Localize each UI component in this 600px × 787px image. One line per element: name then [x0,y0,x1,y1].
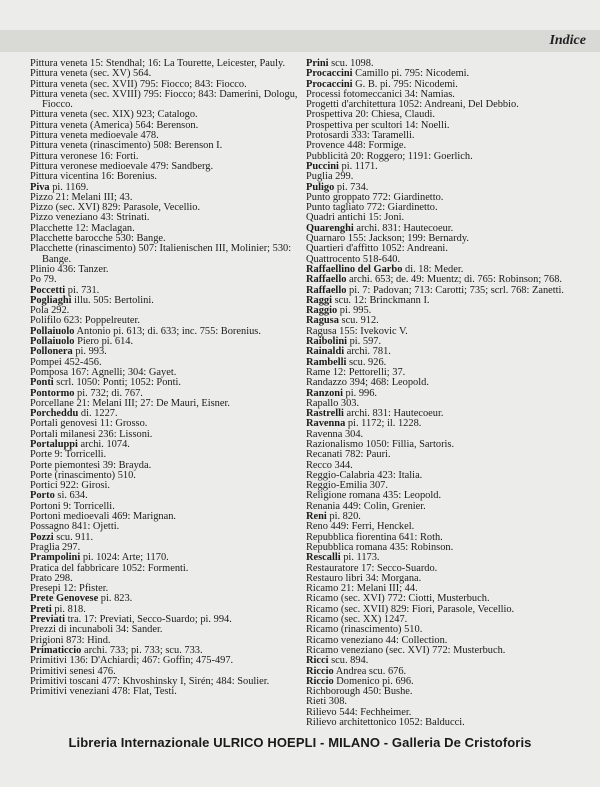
entry-text: Praglia 297. [30,541,81,553]
entry-text: Pittura veneta 15: Stendhal; 16: La Tourette, Leicester, Pauly. [30,58,286,69]
entry-text: archi. 831: Hautecoeur. [343,408,444,420]
entry-headword: Raggi [306,294,332,306]
entry-headword: Prampolini [30,552,81,564]
entry-text: illu. 505: Bertolini. [71,294,154,306]
entry-text: Andrea scu. 676. [333,665,407,677]
publisher-footer: Libreria Internazionale ULRICO HOEPLI - MILANO - Galleria De Cristoforis [68,735,532,750]
entry-text: archi. 781. [344,346,391,358]
entry-text: Pittura vicentina 16: Borenius. [30,171,157,183]
entry-text: pi. 597. [347,336,382,348]
entry-text: Puglia 299. [306,171,354,183]
entry-text: Restauro libri 34: Morgana. [306,572,422,584]
entry-text: Rilievo architettonico 1052: Balducci. [306,717,465,728]
entry-text: Ricamo (sec. XVII) 829: Fiori, Parasole, Vecellio. [306,603,515,615]
entry-headword: Prini [306,58,329,69]
entry-text: Prato 298. [30,572,73,584]
entry-text: scu. 911. [53,531,94,543]
entry-headword: Ravenna [306,418,346,430]
entry-headword: Poccetti [30,284,66,296]
entry-text: Primitivi veneziani 478: Flat, Testi. [30,686,177,698]
entry-headword: Procaccini [306,68,353,80]
entry-headword: Porcheddu [30,408,79,420]
entry-text: Randazzo 394; 468: Leopold. [306,377,429,389]
entry-text: Recanati 782: Pauri. [306,449,391,461]
entry-text: Pittura veneta (sec. XVIII) 795: Fiocco; 843: Damerini, Dologu, Fiocco. [30,88,298,111]
entry-text: Repubblica fiorentina 641: Roth. [306,531,443,543]
entry-text: di. 18: Meder. [402,263,464,275]
entry-text: archi. 831: Hautecoeur. [353,222,454,234]
entry-headword: Puligo [306,181,335,193]
entry-text: Primitivi toscani 477: Khvoshinsky I, Sirén; 484: Soulier. [30,675,270,687]
entry-text: Religione romana 435: Leopold. [306,490,442,502]
entry-headword: Ricci [306,655,329,667]
entry-text: scu. 12: Brinckmann I. [331,294,430,306]
entry-headword: Rastrelli [306,408,344,420]
entry-text: Protosardi 333: Taramelli. [306,130,415,142]
entry-text: Ricamo veneziano 44: Collection. [306,634,448,646]
entry-text: Progetti d'architettura 1052: Andreani, Del Debbio. [306,99,519,111]
entry-text: pi. 1024: Arte; 1170. [80,552,169,564]
entry-headword: Raffaellino del Garbo [306,263,403,275]
entry-text: Porcellane 21: Melani III; 27: De Mauri, Eisner. [30,397,230,409]
entry-text: pi. 1172; il. 1228. [345,418,422,430]
entry-headword: Porto [30,490,55,502]
entry-text: Pratica del fabbricare 1052: Formenti. [30,562,189,574]
entry-text: Portali genovesi 11: Grosso. [30,418,148,430]
entry-text: Placchette (rinascimento) 507: Italienischen III, Molinier; 530: Bange. [30,243,292,265]
entry-text: Punto groppato 772: Giardinetto. [306,191,444,203]
entry-text: pi. 1173. [340,552,380,564]
entry-text: Primitivi senesi 476. [30,665,116,677]
entry-text: archi. 733; pi. 733; scu. 733. [81,644,203,656]
entry-text: scu. 912. [338,315,379,327]
entry-text: tra. 17: Previati, Secco-Suardo; pi. 994. [65,614,232,626]
entry-text: pi. 823. [98,593,133,605]
entry-text: Porte (rinascimento) 510. [30,469,136,481]
entry-headword: Ponti [30,377,54,389]
index-column-left [30,59,302,697]
entry-text: Portoni 9: Torricelli. [30,500,115,512]
index-entry [30,244,302,265]
entry-headword: Puccini [306,160,339,172]
entry-text: Ricamo (sec. XVI) 772: Ciotti, Musterbuch. [306,593,490,605]
entry-text: Pubblicità 20: Roggero; 1191: Goerlich. [306,150,473,162]
entry-headword: Previati [30,614,66,626]
entry-text: Restauratore 17: Secco-Suardo. [306,562,438,574]
entry-text: Punto tagliato 772: Giardinetto. [306,202,438,214]
entry-text: Razionalismo 1050: Fillia, Sartoris. [306,438,455,450]
entry-text: archi. 653; de. 49: Muentz; di. 765: Robinson; 768. [346,274,562,286]
entry-text: Ragusa 155: Ivekovic V. [306,325,408,337]
index-column-right [306,59,588,728]
entry-headword: Procaccini [306,78,353,90]
entry-text: G. B. pi. 795: Nicodemi. [352,78,458,90]
entry-headword: Portaluppi [30,438,78,450]
entry-text: Placchette 12: Maclagan. [30,222,135,234]
index-entry [30,90,302,111]
entry-text: Recco 344. [306,459,353,471]
index-entry [306,687,588,697]
entry-text: Quarnaro 155: Jackson; 199: Bernardy. [306,233,469,245]
entry-text: pi. 995. [337,305,372,317]
entry-text: Po 79. [30,274,57,286]
entry-text: Quartieri d'affitto 1052: Andreani. [306,243,448,255]
entry-text: pi. 818. [51,603,86,615]
entry-headword: Rescalli [306,552,341,564]
entry-text: pi. 820. [326,511,361,523]
entry-text: Ricamo (sec. XX) 1247. [306,614,408,626]
entry-text: Reggio-Emilia 307. [306,480,388,492]
entry-text: Pittura veneta (America) 564: Berenson. [30,119,199,131]
entry-headword: Pozzi [30,531,54,543]
entry-text: scu. 926. [346,356,387,368]
entry-text: Pizzo (sec. XVI) 829: Parasole, Vecellio. [30,202,201,214]
entry-text: Presepi 12: Pfister. [30,583,109,595]
index-entry [30,296,302,306]
entry-text: Portali milanesi 236: Lissoni. [30,428,153,440]
header-bar [0,30,600,52]
entry-text: pi. 732; di. 767. [74,387,143,399]
entry-text: Reggio-Calabria 423: Italia. [306,469,423,481]
entry-text: Possagno 841: Ojetti. [30,521,120,533]
index-entry [30,265,302,275]
entry-text: pi. 734. [334,181,369,193]
entry-headword: Preti [30,603,52,615]
entry-headword: Primaticcio [30,644,82,656]
entry-text: Plinio 436: Tanzer. [30,263,109,275]
entry-headword: Ragusa [306,315,339,327]
entry-text: Pittura veneta medioevale 478. [30,130,159,142]
entry-text: Rieti 308. [306,696,347,708]
entry-headword: Quarenghi [306,222,354,234]
entry-text: archi. 1074. [77,438,130,450]
entry-headword: Pollaiuolo [30,336,75,348]
entry-text: pi. 731. [65,284,100,296]
entry-text: Provence 448: Formige. [306,140,407,152]
entry-text: di. 1227. [78,408,118,420]
entry-text: Pizzo 21: Melani III; 43. [30,191,133,203]
entry-text: Richborough 450: Bushe. [306,686,413,698]
entry-text: Placchette barocche 530: Bange. [30,233,166,245]
entry-text: Pittura veneta (sec. XVII) 795: Fiocco; 843: Fiocco. [30,78,247,90]
entry-text: Pittura veneta (rinascimento) 508: Berenson I. [30,140,223,152]
entry-text: Ricamo (rinascimento) 510. [306,624,423,636]
entry-headword: Pollonera [30,346,73,358]
entry-text: Piero pi. 614. [74,336,134,348]
entry-headword: Pogliaghi [30,294,72,306]
entry-text: Pittura veronese 16: Forti. [30,150,139,162]
entry-text: Primitivi 136: D'Achiardi; 467: Goffin; 475-497. [30,655,234,667]
entry-text: pi. 1171. [338,160,378,172]
entry-headword: Rainaldi [306,346,345,358]
entry-text: Repubblica romana 435: Robinson. [306,541,454,553]
index-entry [306,718,588,728]
page-title: Indice [549,33,586,48]
entry-text: Prospettiva per scultori 14: Noelli. [306,119,450,131]
entry-text: Pizzo veneziano 43: Strinati. [30,212,150,224]
entry-headword: Reni [306,511,327,523]
entry-text: Ricamo veneziano (sec. XVI) 772: Musterbuch. [306,644,506,656]
entry-text: Prospettiva 20: Chiesa, Claudi. [306,109,436,121]
entry-text: Rilievo 544: Fechheimer. [306,706,412,718]
entry-text: Pola 292. [30,305,70,317]
entry-headword: Raibolini [306,336,347,348]
entry-text: Pomposa 167: Agnelli; 304: Gayet. [30,366,177,378]
entry-text: pi. 993. [72,346,107,358]
entry-text: Pompei 452-456. [30,356,102,368]
entry-text: Quadri antichi 15: Joni. [306,212,405,224]
index-entry [30,687,302,697]
entry-text: Portici 922: Girosi. [30,480,110,492]
entry-headword: Raffaello [306,274,347,286]
entry-text: Polifilo 623: Poppelreuter. [30,315,140,327]
entry-text: Prezzi di incunaboli 34: Sander. [30,624,163,636]
entry-text: scu. 894. [328,655,369,667]
entry-text: pi. 1169. [49,181,89,193]
entry-headword: Ranzoni [306,387,343,399]
entry-text: Porte 9: Torricelli. [30,449,107,461]
entry-headword: Piva [30,181,50,193]
entry-text: scu. 1098. [328,58,374,69]
entry-headword: Pontormo [30,387,75,399]
entry-headword: Rambelli [306,356,347,368]
entry-headword: Raffaello [306,284,347,296]
entry-headword: Raggio [306,305,338,317]
entry-text: Porte piemontesi 39: Brayda. [30,459,152,471]
entry-text: Pittura veneta (sec. XV) 564. [30,68,152,80]
entry-text: pi. 996. [342,387,378,399]
entry-text: Antonio pi. 613; di. 633; inc. 755: Borenius. [74,325,261,337]
entry-headword: Prete Genovese [30,593,99,605]
entry-text: Rapallo 303. [306,397,360,409]
entry-text: pi. 7: Padovan; 713: Carotti; 735; scrl. 768: Zanetti. [346,284,565,296]
entry-text: Prigioni 873: Hind. [30,634,111,646]
entry-text: Portoni medioevali 469: Marignan. [30,511,177,523]
entry-text: si. 634. [54,490,88,502]
entry-text: Renania 449: Colin, Grenier. [306,500,426,512]
entry-text: Pittura veronese medioevale 479: Sandberg. [30,160,214,172]
entry-text: Domenico pi. 696. [333,675,414,687]
entry-headword: Riccio [306,665,334,677]
entry-text: Quattrocento 518-640. [306,253,401,265]
entry-text: Reno 449: Ferri, Henckel. [306,521,415,533]
entry-text: scrl. 1050: Ponti; 1052: Ponti. [53,377,181,389]
entry-text: Ravenna 304. [306,428,364,440]
entry-headword: Riccio [306,675,334,687]
entry-text: Pittura veneta (sec. XIX) 923; Catalogo. [30,109,198,121]
entry-text: Processi fotomeccanici 34: Namias. [306,88,455,100]
entry-text: Ricamo 21: Melani III; 44. [306,583,418,595]
entry-text: Rame 12: Pettorelli; 37. [306,366,406,378]
entry-text: Camillo pi. 795: Nicodemi. [352,68,470,80]
entry-headword: Pollaiuolo [30,325,75,337]
